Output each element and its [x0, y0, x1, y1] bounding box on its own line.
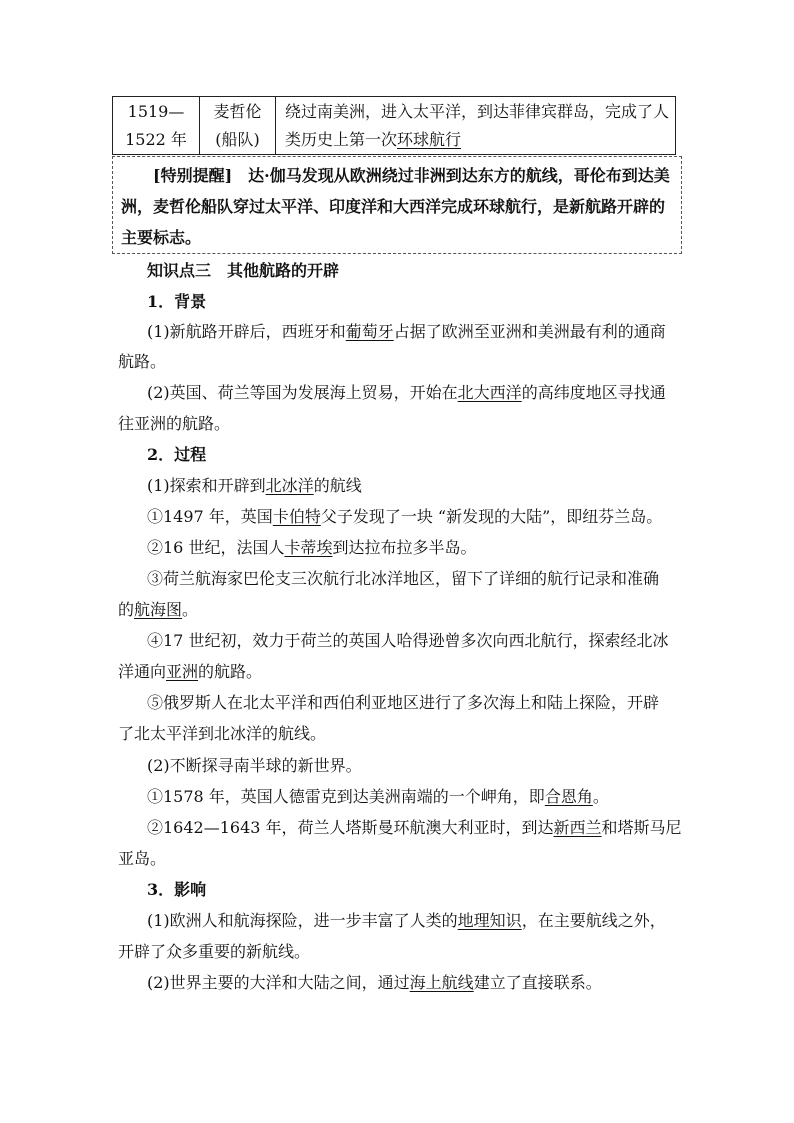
text-span: ①1578 年，英国人德雷克到达美洲南端的一个岬角，即 [147, 787, 545, 806]
process-point1-item3-line1: ③荷兰航海家巴伦支三次航行北冰洋地区，留下了详细的航行记录和准确 [147, 569, 660, 588]
voyage-navigator-line2: (船队) [215, 130, 260, 149]
text-span: (1)新航路开辟后，西班牙和 [147, 322, 346, 341]
keyword-nautical-chart: 航海图 [134, 600, 183, 619]
process-point1-item5-line2: 了北太平洋到北冰洋的航线。 [118, 724, 327, 743]
impact-point2 [147, 973, 602, 993]
text-span: 的 [118, 600, 135, 619]
voyage-navigator-cell [200, 97, 276, 154]
keyword-arctic-ocean: 北冰洋 [265, 476, 314, 495]
process-point1-item4-line1: ④17 世纪初，效力于荷兰的英国人哈得逊曾多次向西北航行，探索经北冰 [147, 631, 669, 650]
text-span: 到达拉布拉多半岛。 [332, 538, 477, 557]
process-point2-item1 [147, 787, 609, 807]
keyword-new-zealand: 新西兰 [553, 818, 602, 837]
process-point2: (2)不断探寻南半球的新世界。 [147, 756, 362, 775]
keyword-sea-routes: 海上航线 [409, 973, 474, 992]
process-point1-item2 [147, 538, 476, 558]
text-span: ，在主要航线之外， [521, 911, 666, 930]
process-heading: 2．过程 [147, 445, 207, 464]
process-point2-item2-line1 [147, 818, 682, 838]
process-point1-item4-line2 [118, 662, 262, 682]
special-reminder-box [112, 156, 682, 254]
text-span: 占据了欧洲至亚洲和美洲最有利的通商 [393, 322, 666, 341]
text-span: 洋通向 [118, 662, 167, 681]
reminder-text: 达·伽马发现从欧洲绕过非洲到达东方的航线，哥伦布到达美 [248, 166, 670, 185]
keyword-cape-horn: 合恩角 [544, 787, 593, 806]
voyage-date-line2: 1522 年 [125, 130, 187, 149]
process-point1-item3-line2 [118, 600, 198, 620]
impact-point1-line2: 开辟了众多重要的新航线。 [118, 942, 311, 961]
keyword-north-atlantic: 北大西洋 [457, 383, 522, 402]
text-span: (1)欧洲人和航海探险，进一步丰富了人类的 [147, 911, 458, 930]
text-span: 的航线 [313, 476, 362, 495]
keyword-portugal: 葡萄牙 [345, 322, 394, 341]
impact-heading: 3．影响 [147, 880, 207, 899]
background-point2-line2: 往亚洲的航路。 [118, 414, 231, 433]
process-point1-item5-line1: ⑤俄罗斯人在北太平洋和西伯利亚地区进行了多次海上和陆上探险，开辟 [147, 693, 660, 712]
text-span: (2)世界主要的大洋和大陆之间，通过 [147, 973, 410, 992]
reminder-line2: 洲，麦哲伦船队穿过太平洋、印度洋和大西洋完成环球航行，是新航路开辟的 [121, 197, 666, 216]
text-span: 父子发现了一块 “新发现的大陆”，即纽芬兰岛。 [320, 507, 663, 526]
reminder-line1 [121, 160, 675, 191]
voyage-description-text: 类历史上第一次 [285, 130, 398, 149]
text-span: ②16 世纪，法国人 [147, 538, 285, 557]
voyage-table-row [112, 96, 676, 155]
voyage-navigator-line1: 麦哲伦 [213, 102, 262, 121]
text-span: 的高纬度地区寻找通 [521, 383, 666, 402]
process-point2-item2-line2: 亚岛。 [118, 849, 167, 868]
keyword-circumnavigation: 环球航行 [397, 130, 462, 149]
voyage-date-line1: 1519— [127, 102, 185, 121]
voyage-date-cell [113, 97, 200, 154]
background-point1-line2: 航路。 [118, 352, 167, 371]
text-span: 和塔斯马尼 [601, 818, 682, 837]
background-point1-line1 [147, 322, 666, 342]
section-title: 知识点三 其他航路的开辟 [147, 261, 340, 280]
keyword-asia: 亚洲 [166, 662, 199, 681]
text-span: 的航路。 [198, 662, 263, 681]
text-span: (1)探索和开辟到 [147, 476, 266, 495]
keyword-geographic-knowledge: 地理知识 [457, 911, 522, 930]
text-span: 。 [592, 787, 609, 806]
text-span: (2)英国、荷兰等国为发展海上贸易，开始在 [147, 383, 458, 402]
impact-point1-line1 [147, 911, 666, 931]
reminder-label: [特别提醒] [153, 166, 233, 185]
text-span: 。 [182, 600, 199, 619]
text-span: ②1642—1643 年，荷兰人塔斯曼环航澳大利亚时，到达 [147, 818, 554, 837]
keyword-cabot: 卡伯特 [272, 507, 321, 526]
text-span: ①1497 年，英国 [147, 507, 273, 526]
background-heading: 1．背景 [147, 292, 207, 311]
process-point1 [147, 476, 362, 496]
reminder-line3: 主要标志。 [121, 228, 202, 247]
voyage-description-line2 [285, 126, 671, 154]
process-point1-item1 [147, 507, 662, 527]
text-span: 建立了直接联系。 [473, 973, 602, 992]
voyage-description-cell [276, 97, 675, 154]
background-point2-line1 [147, 383, 666, 403]
voyage-description-line1: 绕过南美洲，进入太平洋，到达菲律宾群岛，完成了人 [285, 102, 670, 121]
keyword-cartier: 卡蒂埃 [284, 538, 333, 557]
